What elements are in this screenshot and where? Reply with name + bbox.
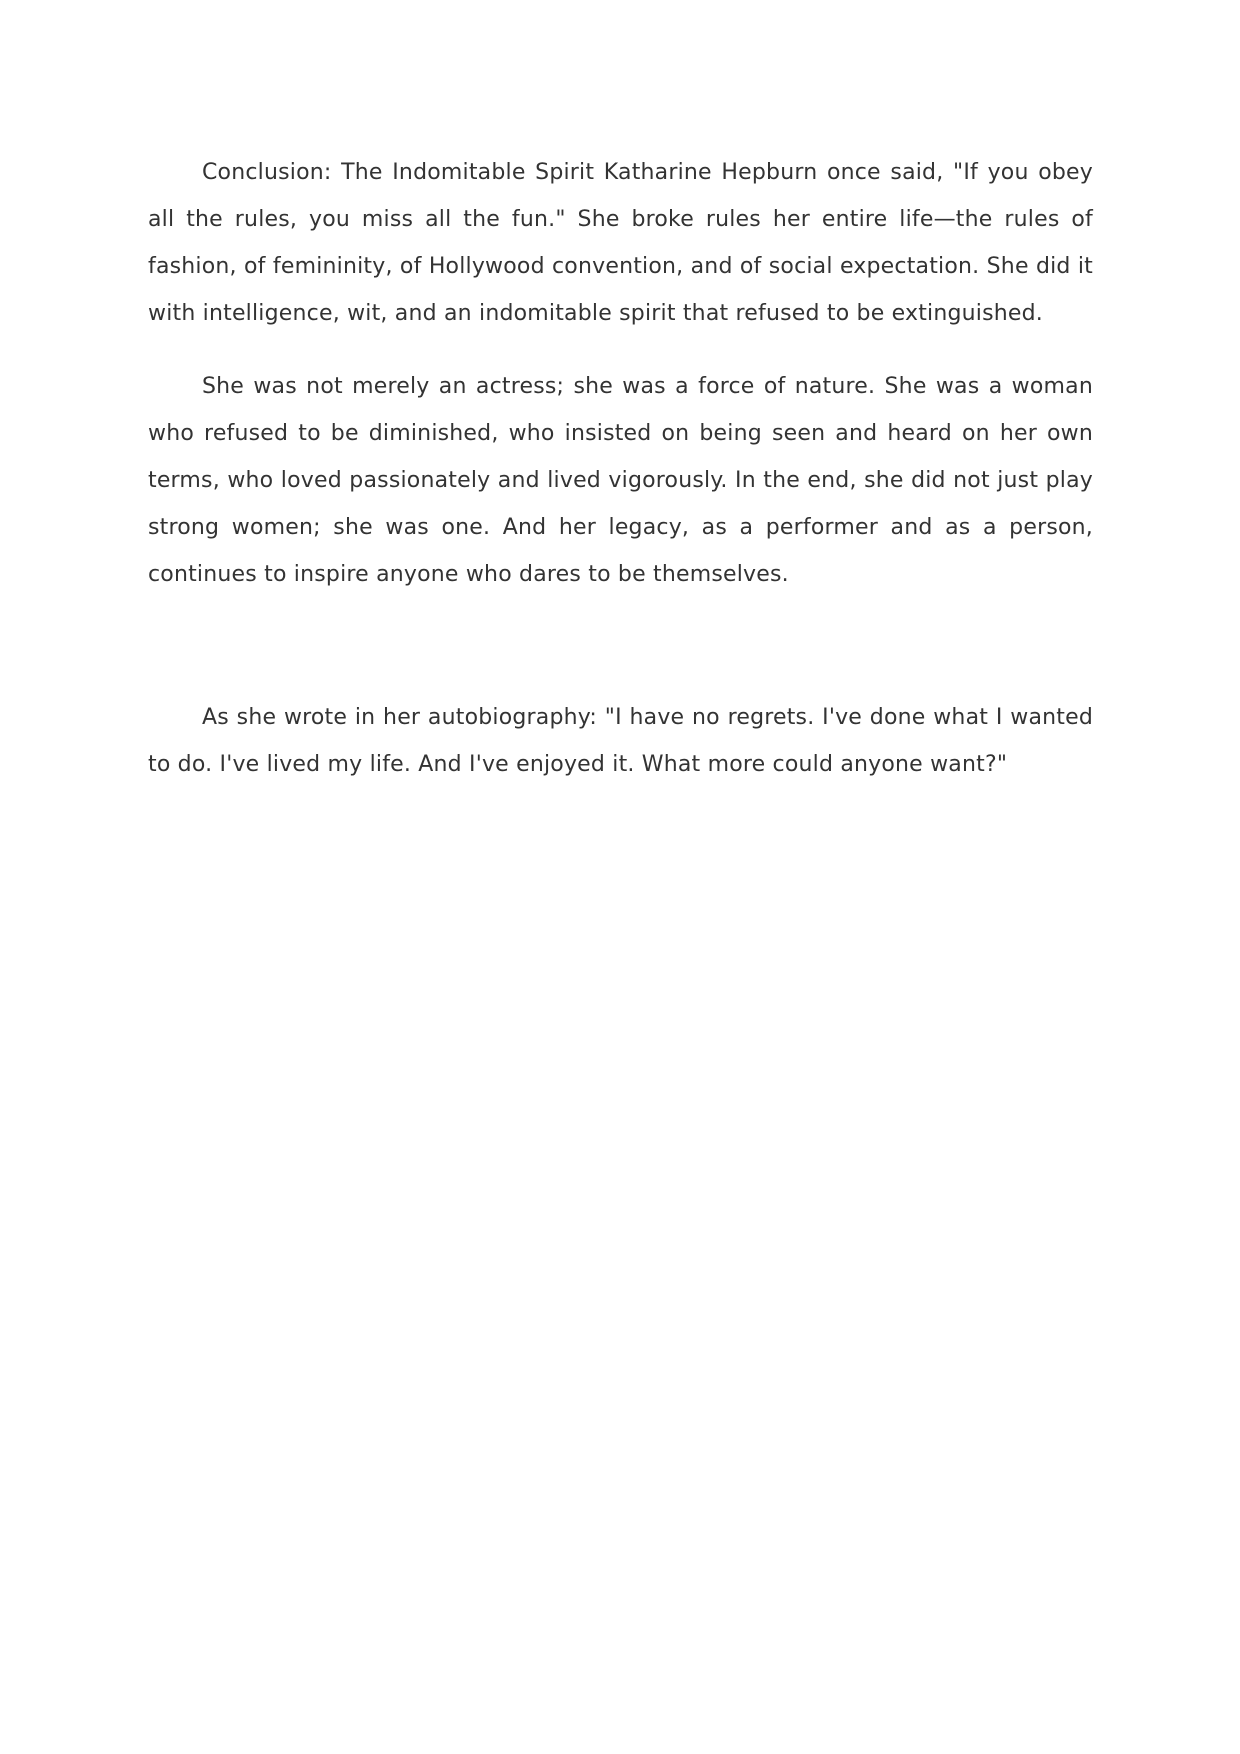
conclusion-paragraph: Conclusion: The Indomitable Spirit Katharine Hepburn once said, "If you obey all the rules, you miss all the fun." She broke rules her entire life—the rules of fashion, of femininity, of Hollywood convention, and of social expectation. She did it with intelligence, wit, and an indomitable spirit that refused to be extinguished.	[148, 160, 1093, 326]
autobiography-quote-paragraph: As she wrote in her autobiography: "I have no regrets. I've done what I wanted to do. I've lived my life. And I've enjoyed it. What more could anyone want?"	[148, 705, 1093, 777]
legacy-paragraph: She was not merely an actress; she was a force of nature. She was a woman who refused to be diminished, who insisted on being seen and heard on her own terms, who loved passionately and lived vigorously. In the end, she did not just play strong women; she was one. And her legacy, as a performer and as a person, continues to inspire anyone who dares to be themselves.	[148, 374, 1093, 587]
document-body	[148, 149, 1093, 788]
